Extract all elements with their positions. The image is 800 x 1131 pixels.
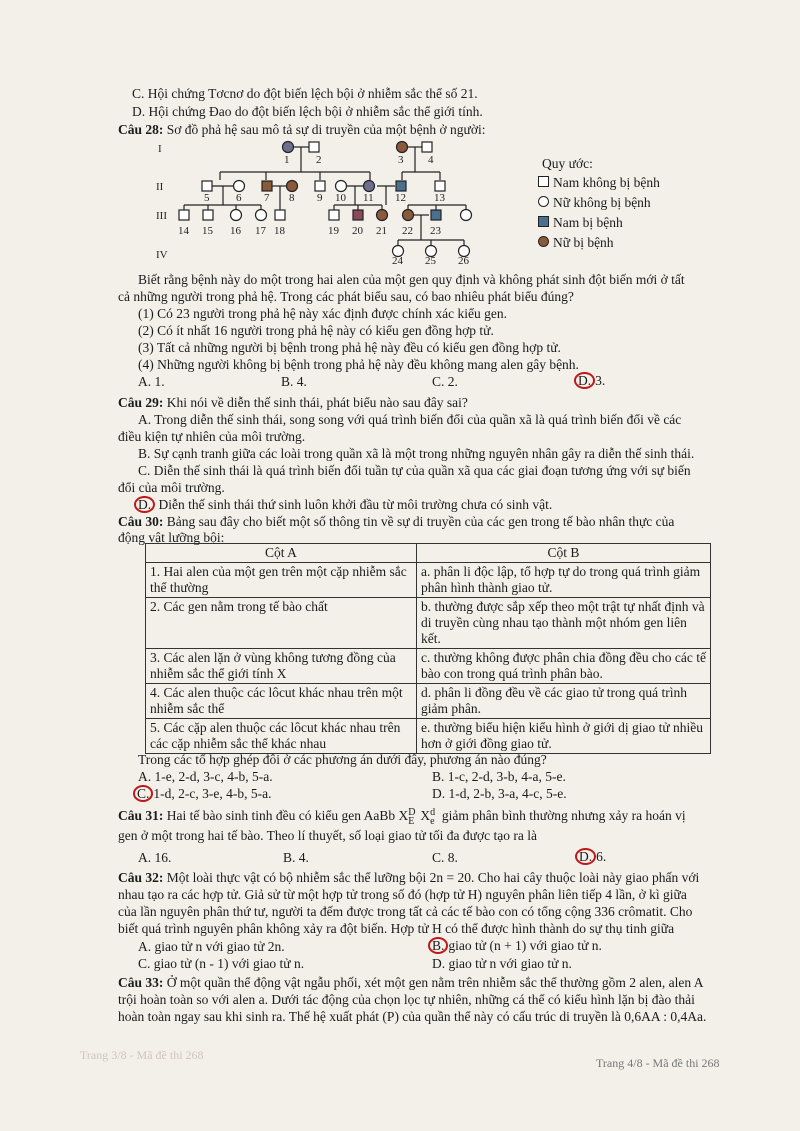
answer-circle: D.	[134, 496, 155, 513]
answer-circle: C.	[133, 785, 153, 802]
svg-text:1: 1	[284, 154, 290, 166]
q32-stem-4: biết quá trình nguyên phân không xảy ra đột biến. Hợp tử H có thể được hình thành do sự thụ tinh giữa	[118, 921, 675, 936]
question-label: Câu 28:	[118, 122, 164, 137]
q30-stem-1	[118, 514, 674, 530]
svg-text:3: 3	[398, 154, 404, 166]
gen-label-i: I	[158, 143, 162, 155]
legend-item: Nam bị bệnh	[538, 213, 660, 233]
svg-text:7: 7	[264, 192, 270, 204]
q33-stem-3: hoàn toàn ngay sau khi sinh ra. Thế hệ xuất phát (P) của quần thể này có cấu trúc di truyền là 0,6AA : 0,4Aa.	[118, 1009, 707, 1024]
legend	[538, 155, 660, 253]
svg-text:16: 16	[230, 225, 241, 237]
q28-statement-4: (4) Những người không bị bệnh trong phả hệ này đều không mang alen gây bệnh.	[138, 357, 579, 372]
gen-label-iv: IV	[156, 249, 168, 261]
q32-option-a: A. giao tử n với giao tử 2n.	[138, 939, 285, 954]
q28-statement-2: (2) Có ít nhất 16 người trong phả hệ này có kiểu gen đồng hợp tử.	[138, 323, 494, 338]
q29-option-a-2: điều kiện tự nhiên của môi trường.	[118, 429, 306, 444]
q30-option-d: D. 1-d, 2-b, 3-a, 4-c, 5-e.	[432, 786, 567, 801]
question-label: Câu 31:	[118, 808, 164, 823]
page-footer: Trang 4/8 - Mã đề thi 268	[596, 1056, 720, 1070]
q31-stem-1: Câu 31: Hai tế bào sinh tinh đều có kiểu gen AaBb X D E X d e giảm phân bình thường nhưng xảy ra hoán vị	[118, 807, 686, 827]
q33-stem-1: Câu 33: Ở một quần thể động vật ngẫu phối, xét một gen nằm trên nhiễm sắc thể thường gồm 2 alen, alen A	[118, 975, 704, 990]
q27-option-c: C. Hội chứng Tơcnơ do đột biến lệch bội ở nhiễm sắc thể số 21.	[132, 86, 478, 101]
q28-option-a: A. 1.	[138, 374, 165, 389]
svg-text:19: 19	[328, 225, 339, 237]
svg-text:21: 21	[376, 225, 387, 237]
gen-label-ii: II	[156, 181, 164, 193]
svg-text:6: 6	[236, 192, 242, 204]
svg-text:4: 4	[428, 154, 434, 166]
svg-text:20: 20	[352, 225, 363, 237]
q28-statement-1: (1) Có 23 người trong phả hệ này xác định được chính xác kiểu gen.	[138, 306, 507, 321]
q32-option-c: C. giao tử (n - 1) với giao tử n.	[138, 956, 305, 971]
svg-text:23: 23	[430, 225, 441, 237]
q32-option-b: B. giao tử (n + 1) với giao tử n.	[428, 937, 602, 954]
q28-option-d: D. 3.	[574, 372, 605, 389]
q29-option-d: D. Diễn thế sinh thái thứ sinh luôn khởi đầu từ môi trường chưa có sinh vật.	[134, 496, 552, 513]
female-unaffected-icon	[538, 196, 549, 207]
legend-item: Nam không bị bệnh	[538, 173, 660, 193]
svg-text:18: 18	[274, 225, 285, 237]
question-label: Câu 30:	[118, 514, 164, 529]
table-row: 1. Hai alen của một gen trên một cặp nhiễm sắc thể thường a. phân li độc lập, tổ hợp tự do trong quá trình giảm phân hình thành giao tử.	[146, 563, 711, 598]
table-row: 4. Các alen thuộc các lôcut khác nhau trên một nhiễm sắc thể d. phân li đồng đều về các giao tử trong quá trình giảm phân.	[146, 684, 711, 719]
male-affected-icon	[538, 216, 549, 227]
table-row: 2. Các gen nằm trong tế bào chất b. thường được sắp xếp theo một trật tự nhất định và di truyền cùng nhau tạo thành một nhóm gen liên kết.	[146, 598, 711, 649]
q31-stem-2: gen ở một trong hai tế bào. Theo lí thuyết, số loại giao tử tối đa được tạo ra là	[118, 828, 537, 843]
question-text: Khi nói về diễn thế sinh thái, phát biểu nào sau đây sai?	[166, 395, 468, 410]
bleed-through-footer: Trang 3/8 - Mã đề thi 268	[80, 1048, 204, 1062]
table-row: 5. Các cặp alen thuộc các lôcut khác nhau trên các cặp nhiễm sắc thể khác nhau e. thường biểu hiện kiểu hình ở giới dị giao tử nhiều hơn ở giới đồng giao tử.	[146, 719, 711, 754]
q31-option-b: B. 4.	[283, 850, 309, 865]
q29-option-c-2: đổi của môi trường.	[118, 480, 225, 495]
male-unaffected-icon	[538, 176, 549, 187]
q30-option-c: C. 1-d, 2-c, 3-e, 4-b, 5-a.	[133, 785, 271, 802]
q28-option-c: C. 2.	[432, 374, 458, 389]
q28-para-1: Biết rằng bệnh này do một trong hai alen của một gen quy định và không phát sinh đột biến mới ở tất	[138, 272, 685, 287]
svg-text:25: 25	[425, 255, 436, 267]
svg-text:14: 14	[178, 225, 189, 237]
question-text: Sơ đồ phả hệ sau mô tả sự di truyền của một bệnh ở người:	[166, 122, 486, 137]
q27-option-d: D. Hội chứng Đao do đột biến lệch bội ở nhiễm sắc thể giới tính.	[132, 104, 483, 119]
legend-item: Nữ bị bệnh	[538, 233, 660, 253]
q31-option-c: C. 8.	[432, 850, 458, 865]
question-text: Bảng sau đây cho biết một số thông tin về sự di truyền của các gen trong tế bào nhân thực của	[166, 514, 675, 529]
q32-option-d: D. giao tử n với giao tử n.	[432, 956, 572, 971]
q32-stem-3: của lần nguyên phân thứ tư, người ta đếm được trong tất cả các tế bào con có tổng cộng 336 crômatit. Cho	[118, 904, 693, 919]
answer-circle: B.	[428, 937, 448, 954]
answer-circle: D.	[575, 848, 596, 865]
svg-text:9: 9	[317, 192, 323, 204]
svg-text:13: 13	[434, 192, 445, 204]
q32-stem-2: nhau tạo ra các hợp tử. Giả sử từ một hợp tử trong số đó (hợp tử H) nguyên phân liên tiếp 4 lần, ở kì giữa	[118, 887, 687, 902]
legend-item: Nữ không bị bệnh	[538, 193, 660, 213]
question-label: Câu 32:	[118, 870, 164, 885]
q30-option-b: B. 1-c, 2-d, 3-b, 4-a, 5-e.	[432, 769, 566, 784]
q29-option-a-1: A. Trong diễn thế sinh thái, song song với quá trình biến đổi của quần xã là quá trình biến đổi về các	[138, 412, 682, 427]
column-a-header: Cột A	[146, 544, 417, 563]
column-b-header: Cột B	[417, 544, 711, 563]
q31-option-a: A. 16.	[138, 850, 172, 865]
svg-text:15: 15	[202, 225, 213, 237]
q28-statement-3: (3) Tất cả những người bị bệnh trong phả hệ này đều có kiểu gen đồng hợp tử.	[138, 340, 561, 355]
svg-text:26: 26	[458, 255, 469, 267]
q33-stem-2: trội hoàn toàn so với alen a. Dưới tác động của chọn lọc tự nhiên, những cá thể có kiểu hình lặn bị đào thải	[118, 992, 695, 1007]
female-affected-icon	[538, 236, 549, 247]
answer-circle: D.	[574, 372, 595, 389]
pedigree-chart	[140, 136, 540, 268]
svg-text:10: 10	[335, 192, 346, 204]
q29-option-c-1: C. Diễn thế sinh thái là quá trình biến đổi tuần tự của quần xã qua các giai đoạn tương ứng với sự biến	[138, 463, 691, 478]
legend-title: Quy ước:	[542, 156, 593, 171]
q28-para-2: cả những người trong phả hệ. Trong các phát biểu sau, có bao nhiêu phát biểu đúng?	[118, 289, 574, 304]
q30-stem-2: động vật lưỡng bội:	[118, 530, 225, 545]
table-row: 3. Các alen lặn ở vùng không tương đồng của nhiễm sắc thể giới tính X c. thường không được phân chia đồng đều cho các tế bào con trong quá trình phân bào.	[146, 649, 711, 684]
svg-text:5: 5	[204, 192, 210, 204]
q30-prompt: Trong các tổ hợp ghép đôi ở các phương án dưới đây, phương án nào đúng?	[138, 752, 547, 767]
q29-option-b: B. Sự cạnh tranh giữa các loài trong quần xã là một trong những nguyên nhân gây ra diễn thế sinh thái.	[138, 446, 695, 461]
svg-text:24: 24	[392, 255, 403, 267]
question-label: Câu 29:	[118, 395, 164, 410]
svg-text:17: 17	[255, 225, 266, 237]
svg-text:22: 22	[402, 225, 413, 237]
svg-text:2: 2	[316, 154, 322, 166]
q30-option-a: A. 1-e, 2-d, 3-c, 4-b, 5-a.	[138, 769, 273, 784]
svg-text:8: 8	[289, 192, 295, 204]
q32-stem-1: Câu 32: Một loài thực vật có bộ nhiễm sắc thể lưỡng bội 2n = 20. Cho hai cây thuộc loài này giao phấn với	[118, 870, 700, 885]
gen-label-iii: III	[156, 210, 167, 222]
q28-option-b: B. 4.	[281, 374, 307, 389]
svg-text:11: 11	[363, 192, 374, 204]
q31-option-d: D. 6.	[575, 848, 606, 865]
q29-stem	[118, 395, 468, 411]
matching-table	[145, 543, 711, 754]
question-label: Câu 33:	[118, 975, 164, 990]
svg-text:12: 12	[395, 192, 406, 204]
